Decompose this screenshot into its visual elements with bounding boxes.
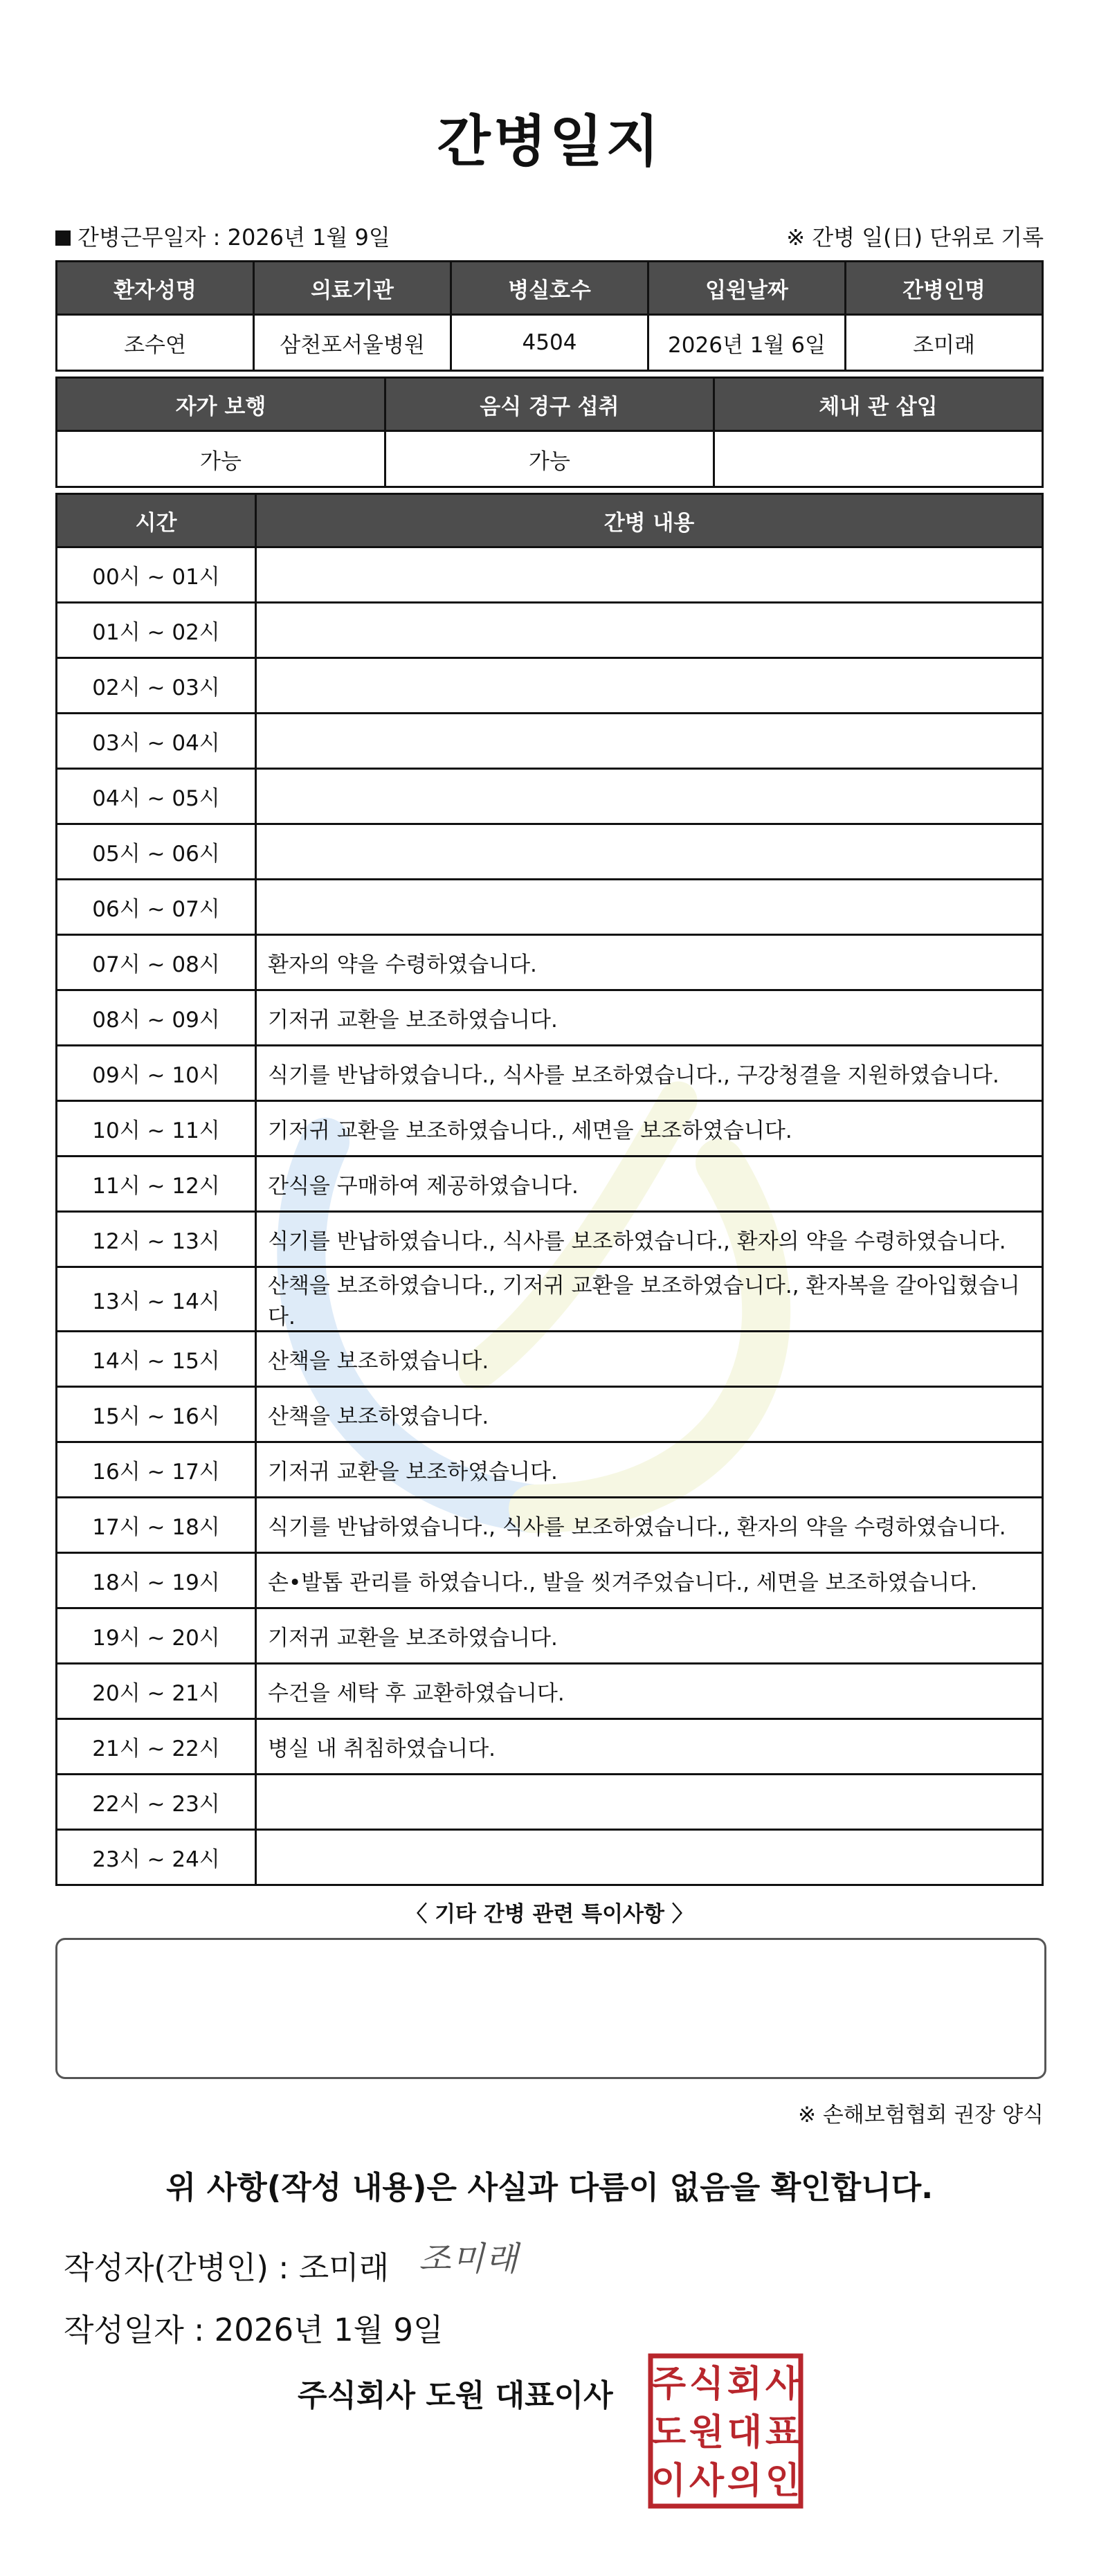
content-cell: 기저귀 교환을 보조하였습니다., 세면을 보조하였습니다. [256,1101,1043,1157]
content-cell [256,603,1043,658]
content-cell: 식기를 반납하였습니다., 식사를 보조하였습니다., 구강청결을 지원하였습니다. [256,1046,1043,1101]
time-cell: 15시 ~ 16시 [57,1387,256,1442]
table-row [57,1775,1043,1830]
seal-char: 의 [727,2460,763,2502]
time-cell: 17시 ~ 18시 [57,1498,256,1553]
content-cell [256,1830,1043,1885]
content-cell [256,1775,1043,1830]
time-cell: 03시 ~ 04시 [57,714,256,769]
table-row [57,769,1043,824]
table-row [57,658,1043,714]
time-cell: 23시 ~ 24시 [57,1830,256,1885]
page-title: 간병일지 [437,109,662,174]
content-cell: 수건을 세탁 후 교환하였습니다. [256,1664,1043,1719]
table-header: 시간 [57,494,256,547]
table-row [57,880,1043,935]
content-cell: 산책을 보조하였습니다. [256,1332,1043,1387]
table-row [57,1498,1043,1553]
content-cell: 환자의 약을 수령하였습니다. [256,935,1043,990]
company-name: 주식회사 도원 대표이사 [298,2378,613,2413]
table-header: 음식 경구 섭취 [385,378,714,431]
table-header: 병실호수 [451,262,648,315]
table-row [57,1101,1043,1157]
time-cell: 01시 ~ 02시 [57,603,256,658]
table-row [57,1267,1043,1332]
table-header: 의료기관 [254,262,451,315]
time-cell: 21시 ~ 22시 [57,1719,256,1775]
table-row [57,1664,1043,1719]
write-date-line: 작성일자 : 2026년 1월 9일 [64,2312,444,2348]
table-row [57,1719,1043,1775]
content-cell [256,547,1043,603]
patient-info-table [55,260,1044,372]
table-row [57,1830,1043,1885]
writer-line: 작성자(간병인) : 조미래 [64,2249,390,2286]
unit-note: ※ 간병 일(日) 단위로 기록 [786,224,1044,251]
table-row [57,1608,1043,1664]
table-row [57,935,1043,990]
table-row [57,990,1043,1046]
table-header: 체내 관 삽입 [714,378,1043,431]
hospital-name: 삼천포서울병원 [254,315,451,371]
time-cell: 16시 ~ 17시 [57,1442,256,1498]
table-header: 자가 보행 [57,378,385,431]
care-log-table [55,493,1044,1886]
patient-name: 조수연 [57,315,254,371]
content-cell [256,658,1043,714]
content-cell: 기저귀 교환을 보조하였습니다. [256,1608,1043,1664]
caregiver-name: 조미래 [846,315,1043,371]
time-cell: 14시 ~ 15시 [57,1332,256,1387]
seal-char: 식 [689,2364,725,2405]
content-cell: 간식을 구매하여 제공하였습니다. [256,1157,1043,1212]
table-row [57,1387,1043,1442]
table-header: 간병 내용 [256,494,1043,547]
room-number: 4504 [451,315,648,371]
seal-char: 주 [651,2364,687,2405]
tube-insertion-value [714,431,1043,487]
seal-char: 도 [651,2412,687,2453]
table-header: 환자성명 [57,262,254,315]
time-cell: 02시 ~ 03시 [57,658,256,714]
time-cell: 22시 ~ 23시 [57,1775,256,1830]
time-cell: 04시 ~ 05시 [57,769,256,824]
table-row [57,1212,1043,1267]
admission-date: 2026년 1월 6일 [648,315,846,371]
table-row [57,547,1043,603]
square-bullet-icon [55,230,71,246]
patient-status-table [55,377,1044,488]
time-cell: 00시 ~ 01시 [57,547,256,603]
seal-char: 회 [727,2364,763,2405]
content-cell: 산책을 보조하였습니다., 기저귀 교환을 보조하였습니다., 환자복을 갈아입혔습니다. [256,1267,1043,1332]
content-cell: 기저귀 교환을 보조하였습니다. [256,990,1043,1046]
table-row [57,1442,1043,1498]
time-cell: 11시 ~ 12시 [57,1157,256,1212]
time-cell: 05시 ~ 06시 [57,824,256,880]
company-seal-icon [648,2353,803,2509]
content-cell: 손•발톱 관리를 하였습니다., 발을 씻겨주었습니다., 세면을 보조하였습니다. [256,1553,1043,1608]
oral-intake-value: 가능 [385,431,714,487]
time-cell: 18시 ~ 19시 [57,1553,256,1608]
work-date-text: 간병근무일자 : 2026년 1월 9일 [78,224,390,251]
table-row [57,1553,1043,1608]
seal-char: 이 [651,2460,687,2502]
content-cell: 산책을 보조하였습니다. [256,1387,1043,1442]
content-cell: 식기를 반납하였습니다., 식사를 보조하였습니다., 환자의 약을 수령하였습니다. [256,1212,1043,1267]
content-cell: 기저귀 교환을 보조하였습니다. [256,1442,1043,1498]
table-header: 입원날짜 [648,262,846,315]
seal-char: 사 [689,2460,725,2502]
content-cell [256,880,1043,935]
time-cell: 13시 ~ 14시 [57,1267,256,1332]
notes-title: 〈 기타 간병 관련 특이사항 〉 [406,1902,693,1927]
table-header: 간병인명 [846,262,1043,315]
self-walking-value: 가능 [57,431,385,487]
table-row [57,1332,1043,1387]
table-row [57,714,1043,769]
time-cell: 19시 ~ 20시 [57,1608,256,1664]
time-cell: 10시 ~ 11시 [57,1101,256,1157]
seal-char: 대 [727,2412,763,2453]
confirm-statement: 위 사항(작성 내용)은 사실과 다름이 없음을 확인합니다. [165,2169,934,2206]
content-cell: 병실 내 취침하였습니다. [256,1719,1043,1775]
content-cell: 식기를 반납하였습니다., 식사를 보조하였습니다., 환자의 약을 수령하였습니다. [256,1498,1043,1553]
content-cell [256,769,1043,824]
time-cell: 09시 ~ 10시 [57,1046,256,1101]
time-cell: 08시 ~ 09시 [57,990,256,1046]
signature: 조미래 [419,2240,520,2278]
table-row [57,1157,1043,1212]
seal-char: 표 [765,2412,801,2453]
notes-box [55,1938,1046,2079]
time-cell: 06시 ~ 07시 [57,880,256,935]
recommend-note: ※ 손해보험협회 권장 양식 [798,2103,1044,2128]
content-cell [256,824,1043,880]
time-cell: 20시 ~ 21시 [57,1664,256,1719]
time-cell: 07시 ~ 08시 [57,935,256,990]
work-date [55,220,390,252]
time-cell: 12시 ~ 13시 [57,1212,256,1267]
seal-char: 사 [765,2364,801,2405]
table-row [57,603,1043,658]
seal-char: 인 [765,2460,801,2502]
seal-char: 원 [689,2412,725,2453]
content-cell [256,714,1043,769]
table-row [57,824,1043,880]
table-row [57,1046,1043,1101]
